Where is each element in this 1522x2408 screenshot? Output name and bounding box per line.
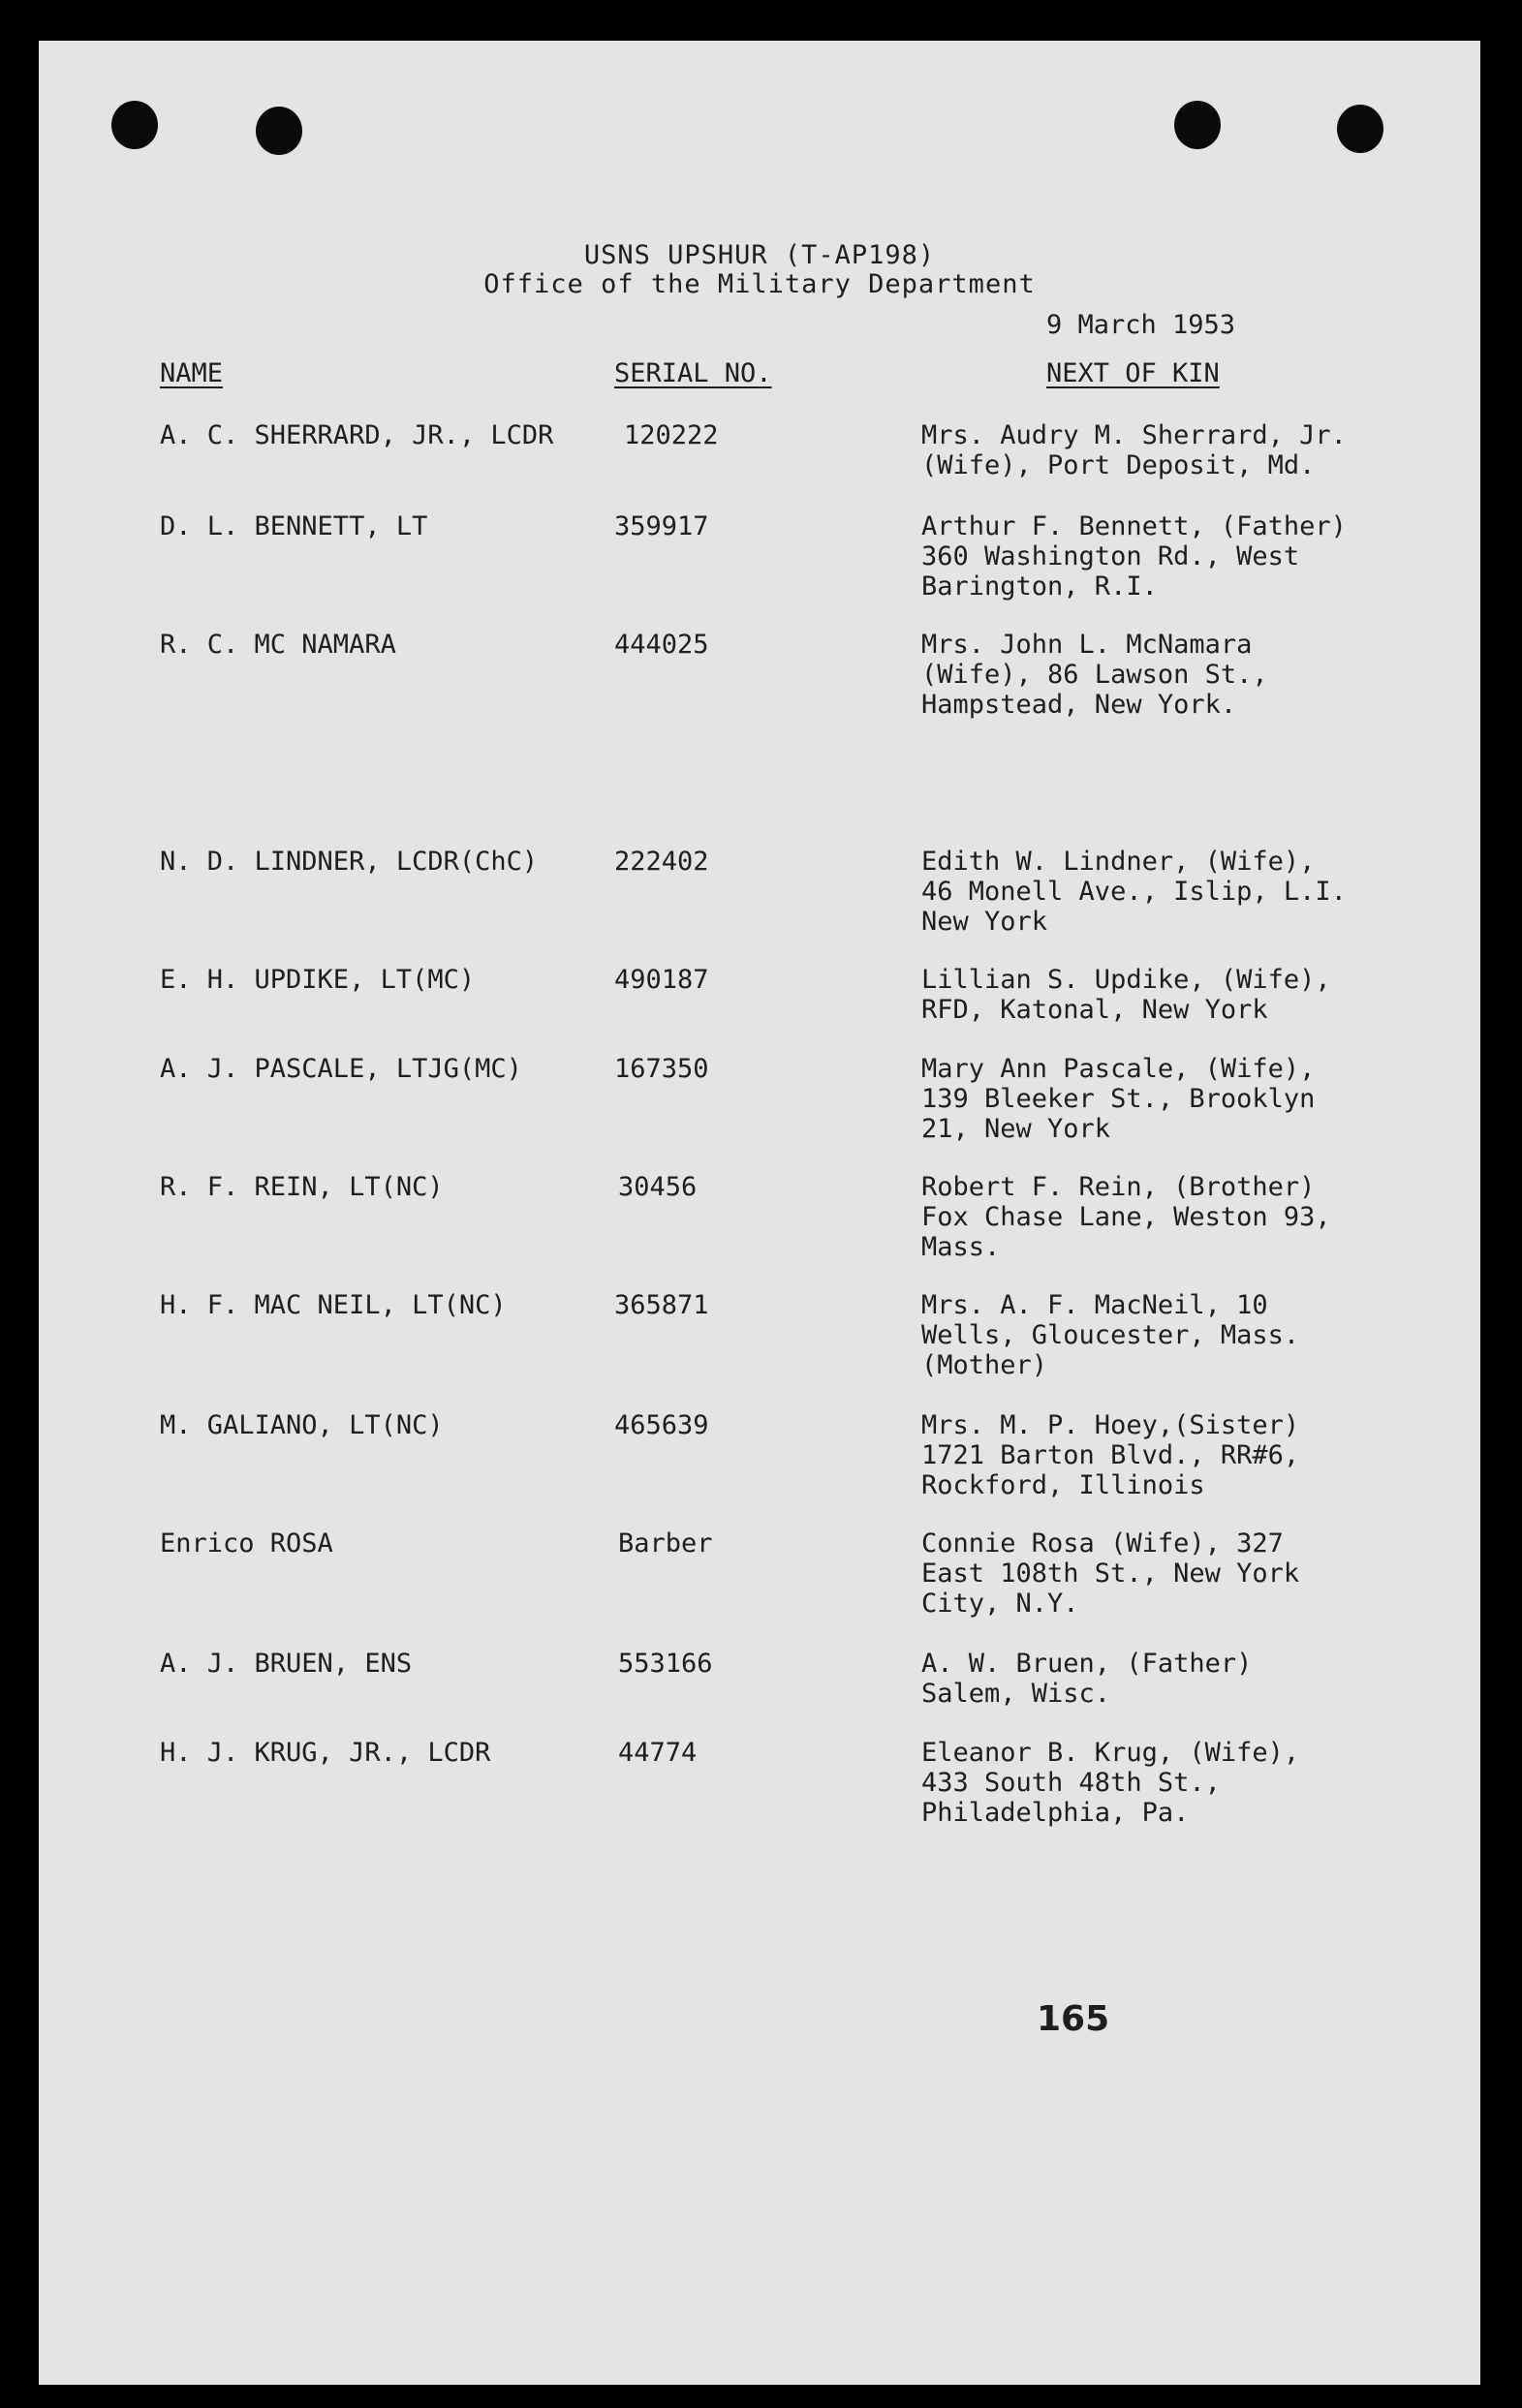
row-serial: 222402 <box>614 847 709 877</box>
row-next-of-kin: Mrs. M. P. Hoey,(Sister) 1721 Barton Blvd., RR#6, Rockford, Illinois <box>921 1410 1300 1500</box>
office-title: Office of the Military Department <box>483 269 1036 299</box>
row-name: A. C. SHERRARD, JR., LCDR <box>160 420 554 450</box>
row-next-of-kin: Mrs. John L. McNamara (Wife), 86 Lawson St., Hampstead, New York. <box>921 630 1268 720</box>
row-name: D. L. BENNETT, LT <box>160 511 428 541</box>
row-next-of-kin: Arthur F. Bennett, (Father) 360 Washington Rd., West Barington, R.I. <box>921 511 1347 602</box>
ship-title: USNS UPSHUR (T-AP198) <box>583 240 936 270</box>
column-header-kin: NEXT OF KIN <box>1046 358 1220 388</box>
punch-hole-left-2 <box>256 107 302 155</box>
page-number: 165 <box>1037 1999 1110 2039</box>
column-header-serial: SERIAL NO. <box>614 358 772 388</box>
row-next-of-kin: Mrs. Audry M. Sherrard, Jr. (Wife), Port Deposit, Md. <box>921 420 1347 480</box>
row-serial: 444025 <box>614 630 709 660</box>
row-name: H. J. KRUG, JR., LCDR <box>160 1738 491 1768</box>
row-serial: Barber <box>618 1528 713 1559</box>
row-name: Enrico ROSA <box>160 1528 333 1559</box>
row-serial: 359917 <box>614 511 709 541</box>
row-name: R. C. MC NAMARA <box>160 630 396 660</box>
row-next-of-kin: Lillian S. Updike, (Wife), RFD, Katonal, New York <box>921 965 1331 1025</box>
row-name: A. J. PASCALE, LTJG(MC) <box>160 1054 522 1084</box>
row-serial: 120222 <box>624 420 719 450</box>
row-next-of-kin: Mrs. A. F. MacNeil, 10 Wells, Gloucester, Mass. (Mother) <box>921 1290 1300 1380</box>
row-name: N. D. LINDNER, LCDR(ChC) <box>160 847 539 877</box>
punch-hole-right-2 <box>1337 105 1383 153</box>
row-serial: 490187 <box>614 965 709 995</box>
row-next-of-kin: Mary Ann Pascale, (Wife), 139 Bleeker St., Brooklyn 21, New York <box>921 1054 1316 1144</box>
row-serial: 553166 <box>618 1649 713 1679</box>
row-next-of-kin: A. W. Bruen, (Father) Salem, Wisc. <box>921 1649 1253 1709</box>
row-serial: 465639 <box>614 1410 709 1440</box>
punch-hole-right-1 <box>1174 101 1221 149</box>
document-page <box>39 41 1480 2385</box>
row-name: E. H. UPDIKE, LT(MC) <box>160 965 476 995</box>
row-name: M. GALIANO, LT(NC) <box>160 1410 444 1440</box>
column-header-name: NAME <box>160 358 224 388</box>
row-next-of-kin: Robert F. Rein, (Brother) Fox Chase Lane, Weston 93, Mass. <box>921 1172 1331 1262</box>
row-serial: 44774 <box>618 1738 698 1768</box>
row-next-of-kin: Eleanor B. Krug, (Wife), 433 South 48th St., Philadelphia, Pa. <box>921 1738 1300 1828</box>
row-name: R. F. REIN, LT(NC) <box>160 1172 444 1202</box>
row-serial: 365871 <box>614 1290 709 1320</box>
row-name: A. J. BRUEN, ENS <box>160 1649 413 1679</box>
punch-hole-left-1 <box>111 101 158 149</box>
row-next-of-kin: Connie Rosa (Wife), 327 East 108th St., New York City, N.Y. <box>921 1528 1300 1619</box>
row-serial: 30456 <box>618 1172 698 1202</box>
row-serial: 167350 <box>614 1054 709 1084</box>
document-date: 9 March 1953 <box>1046 310 1236 340</box>
row-next-of-kin: Edith W. Lindner, (Wife), 46 Monell Ave., Islip, L.I. New York <box>921 847 1347 937</box>
row-name: H. F. MAC NEIL, LT(NC) <box>160 1290 507 1320</box>
